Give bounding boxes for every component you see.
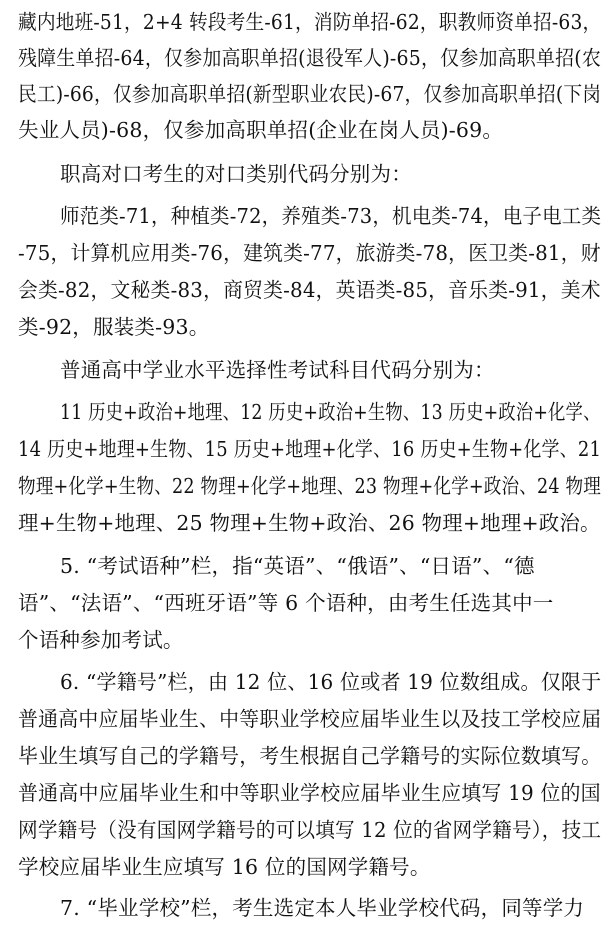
text-line: 语”、“法语”、“西班牙语”等 6 个语种，由考生任选其中一	[18, 591, 554, 615]
text-line: 7. “毕业学校”栏，考生选定本人毕业学校代码，同等学力	[60, 896, 585, 920]
text-line: 学校应届毕业生应填写 16 位的国网学籍号。	[18, 855, 431, 879]
text-line: -75，计算机应用类-76，建筑类-77，旅游类-78，医卫类-81，财	[18, 241, 601, 265]
text-line: 物理+化学+生物、22 物理+化学+地理、23 物理+化学+政治、24 物理	[18, 474, 602, 498]
text-line: 6. “学籍号”栏，由 12 位、16 位或者 19 位数组成。仅限于	[60, 670, 602, 694]
text-line: 会类-82，文秘类-83，商贸类-84，英语类-85，音乐类-91，美术	[18, 278, 601, 302]
text-line: 藏内地班-51，2+4 转段考生-61，消防单招-62，职教师资单招-63，	[18, 10, 602, 34]
text-line: 职高对口考生的对口类别代码分别为：	[60, 162, 412, 186]
text-line: 个语种参加考试。	[18, 628, 184, 652]
text-line: 5. “考试语种”栏，指“英语”、“俄语”、“日语”、“德	[60, 554, 535, 578]
text-line: 残障生单招-64，仅参加高职单招(退役军人)-65，仅参加高职单招(农	[18, 46, 602, 70]
text-line: 普通高中学业水平选择性考试科目代码分别为：	[60, 358, 495, 382]
text-line: 普通高中应届毕业生和中等职业学校应届毕业生应填写 19 位的国	[18, 781, 601, 805]
text-line: 网学籍号（没有国网学籍号的可以填写 12 位的省网学籍号），技工	[18, 818, 602, 842]
text-line: 师范类-71，种植类-72，养殖类-73，机电类-74，电子电工类	[60, 204, 602, 228]
text-line: 理+生物+地理、25 物理+生物+政治、26 物理+地理+政治。	[18, 511, 601, 535]
text-line: 类-92，服装类-93。	[18, 315, 210, 339]
text-line: 14 历史+地理+生物、15 历史+地理+化学、16 历史+生物+化学、21	[18, 437, 602, 461]
text-line: 失业人员)-68，仅参加高职单招(企业在岗人员)-69。	[18, 118, 504, 142]
text-line: 普通高中应届毕业生、中等职业学校应届毕业生以及技工学校应届	[18, 707, 602, 731]
text-line: 毕业生填写自己的学籍号，考生根据自己学籍号的实际位数填写。	[18, 744, 602, 768]
text-line: 11 历史+政治+地理、12 历史+政治+生物、13 历史+政治+化学、	[60, 400, 601, 424]
text-line: 民工)-66，仅参加高职单招(新型职业农民)-67，仅参加高职单招(下岗	[18, 82, 602, 106]
